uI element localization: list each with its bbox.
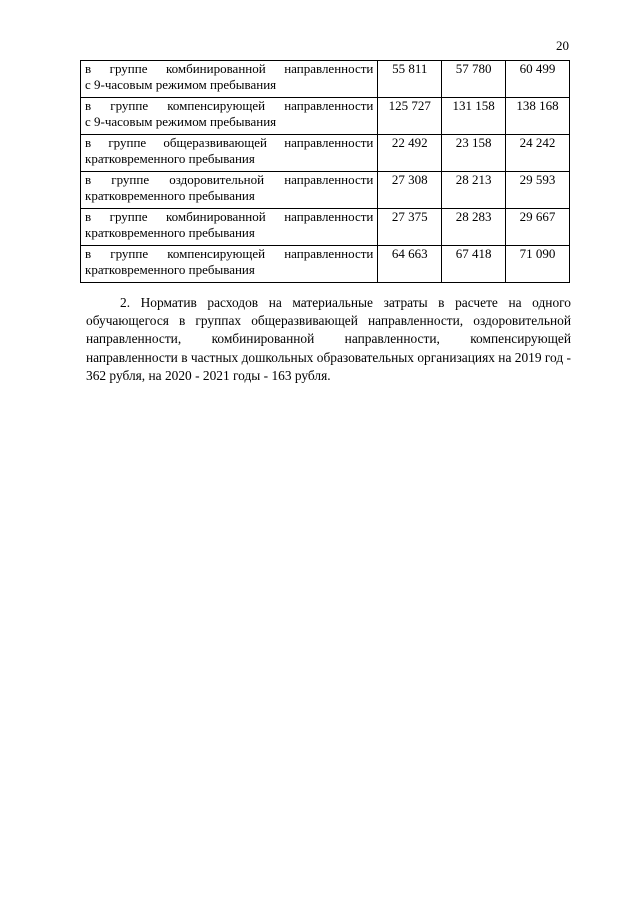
row-label-line1: в группе оздоровительной направленности <box>85 172 374 187</box>
value-2020: 28 213 <box>442 172 506 209</box>
value-2019: 125 727 <box>378 98 442 135</box>
table-row <box>81 98 570 135</box>
value-2020: 57 780 <box>442 61 506 98</box>
value-2021: 71 090 <box>506 246 570 283</box>
row-label-line1: в группе комбинированной направленности <box>85 61 374 76</box>
row-label-line1: в группе компенсирующей направленности <box>85 246 374 261</box>
value-2020: 131 158 <box>442 98 506 135</box>
value-2019: 64 663 <box>378 246 442 283</box>
table-row <box>81 61 570 98</box>
row-label-line2: кратковременного пребывания <box>85 225 255 240</box>
value-2019: 22 492 <box>378 135 442 172</box>
value-2021: 29 593 <box>506 172 570 209</box>
expense-norms-table <box>80 60 570 283</box>
row-label-line1: в группе компенсирующей направленности <box>85 98 374 113</box>
table-row <box>81 172 570 209</box>
value-2020: 28 283 <box>442 209 506 246</box>
row-label-line2: кратковременного пребывания <box>85 262 255 277</box>
value-2019: 27 375 <box>378 209 442 246</box>
row-label-line2: с 9-часовым режимом пребывания <box>85 114 277 129</box>
value-2021: 29 667 <box>506 209 570 246</box>
value-2019: 55 811 <box>378 61 442 98</box>
row-label-line2: с 9-часовым режимом пребывания <box>85 77 277 92</box>
value-2021: 60 499 <box>506 61 570 98</box>
table-row <box>81 209 570 246</box>
row-label-line1: в группе общеразвивающей направленности <box>85 135 374 150</box>
page-number: 20 <box>556 38 569 53</box>
row-label <box>81 246 378 283</box>
value-2020: 23 158 <box>442 135 506 172</box>
row-label <box>81 98 378 135</box>
row-label <box>81 172 378 209</box>
row-label <box>81 135 378 172</box>
value-2021: 24 242 <box>506 135 570 172</box>
value-2019: 27 308 <box>378 172 442 209</box>
paragraph-text: 2. Норматив расходов на материальные затраты в расчете на одного обучающегося в группах общеразвивающей направленности, оздоровительной направленности, комбинированной направленности, компенсирующей направленности в частных дошкольных образовательных организациях на 2019 год - 362 рубля, на 2020 - 2021 годы - 163 рубля. <box>86 295 571 383</box>
row-label-line2: кратковременного пребывания <box>85 188 255 203</box>
row-label <box>81 61 378 98</box>
row-label-line2: кратковременного пребывания <box>85 151 255 166</box>
table-row <box>81 246 570 283</box>
row-label-line1: в группе комбинированной направленности <box>85 209 374 224</box>
value-2020: 67 418 <box>442 246 506 283</box>
row-label <box>81 209 378 246</box>
table-row <box>81 135 570 172</box>
body-paragraph <box>86 294 571 385</box>
value-2021: 138 168 <box>506 98 570 135</box>
